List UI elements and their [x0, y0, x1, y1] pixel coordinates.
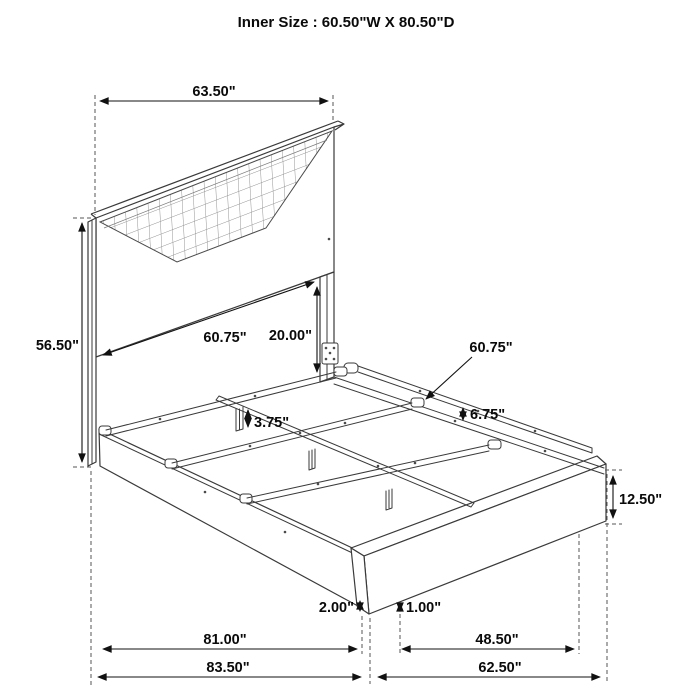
screw-hole — [534, 430, 537, 433]
label-headboard-width: 63.50" — [192, 84, 236, 100]
label-rail-offset: 1.00" — [406, 600, 442, 616]
label-rail-gap: 6.75" — [470, 407, 506, 423]
slat-cap — [99, 426, 111, 435]
screw-hole — [317, 483, 320, 486]
screw-hole — [544, 450, 547, 453]
label-overall-length: 83.50" — [206, 660, 250, 676]
slat-cap — [165, 459, 177, 468]
slat-cap — [334, 367, 347, 376]
label-footboard-width: 62.50" — [478, 660, 522, 676]
center-support-rail — [216, 396, 474, 507]
slat-cap — [488, 440, 501, 449]
bracket-hole — [333, 347, 336, 350]
screw-hole — [344, 422, 347, 425]
screw-hole — [204, 491, 207, 494]
screw-hole — [159, 418, 162, 421]
screw-hole — [254, 395, 257, 398]
screw-hole — [284, 531, 287, 534]
label-base-length: 81.00" — [203, 632, 247, 648]
screw-hole — [414, 462, 417, 465]
label-leg-height: 3.75" — [254, 415, 290, 431]
inner-size-title: Inner Size : 60.50"W X 80.50"D — [237, 14, 455, 31]
screw-hole — [299, 432, 302, 435]
inner-support-rail — [344, 363, 592, 453]
footboard — [351, 456, 606, 614]
right-side-rail — [334, 377, 604, 474]
label-slat-rail-length: 60.75" — [469, 340, 513, 356]
support-leg-3 — [386, 489, 392, 510]
screw-hole — [328, 238, 331, 241]
bracket-hole — [325, 358, 328, 361]
label-floor-clearance: 2.00" — [318, 600, 354, 616]
leader-slat-rail-length — [426, 357, 472, 399]
label-panel-width: 60.75" — [203, 330, 247, 346]
bracket-hole — [333, 358, 336, 361]
screw-hole — [377, 465, 380, 468]
bracket-hole — [329, 352, 332, 355]
left-rail-face — [99, 429, 369, 612]
label-slat-span: 48.50" — [475, 632, 519, 648]
slat-cap — [240, 494, 252, 503]
screw-hole — [249, 445, 252, 448]
slat-3 — [247, 445, 489, 504]
screw-hole — [454, 420, 457, 423]
center-rail-lines — [216, 396, 474, 507]
label-footboard-height: 12.50" — [619, 492, 663, 508]
screw-hole — [419, 390, 422, 393]
bracket-hole — [325, 347, 328, 350]
right-rail-lines — [334, 377, 604, 474]
label-headboard-height: 56.50" — [35, 338, 79, 354]
slat-1 — [106, 372, 336, 436]
label-mount-height: 20.00" — [268, 328, 312, 344]
headboard — [88, 121, 344, 466]
left-side-rail — [99, 429, 369, 612]
left-rail-top-edge — [99, 434, 361, 557]
slat-2 — [172, 403, 412, 469]
support-leg-2 — [309, 449, 315, 470]
slat-cap — [411, 398, 424, 407]
